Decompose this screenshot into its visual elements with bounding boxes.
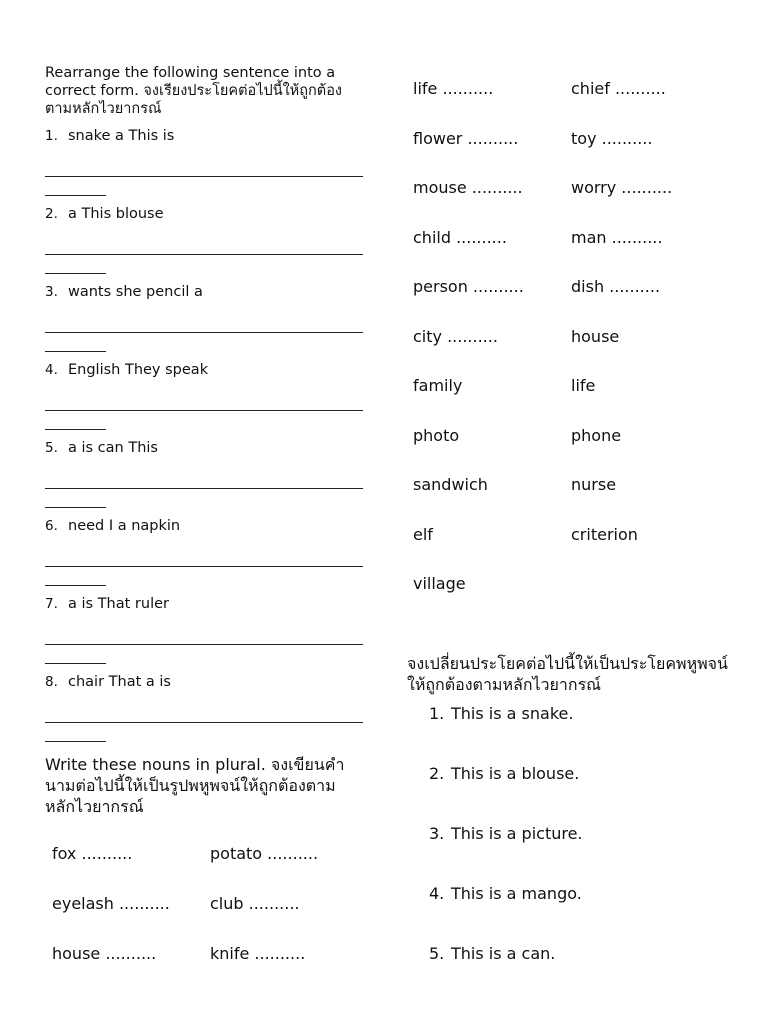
noun-item: chief .......... <box>571 79 666 98</box>
noun-item: life .......... <box>413 79 494 98</box>
rearrange-item <box>45 517 363 586</box>
answer-line[interactable] <box>45 229 363 255</box>
sentence-text: This is a mango. <box>451 883 582 903</box>
noun-item: club .......... <box>210 894 300 913</box>
rearrange-prompt <box>45 361 363 379</box>
rearrange-prompt <box>45 127 363 145</box>
rearrange-prompt <box>45 673 363 691</box>
item-number: 5. <box>45 440 58 456</box>
noun-item: house .......... <box>52 944 157 963</box>
left-column <box>45 64 363 993</box>
answer-line[interactable] <box>45 463 363 489</box>
answer-line-continuation[interactable] <box>45 507 106 508</box>
rearrange-list <box>45 127 363 742</box>
answer-line-continuation[interactable] <box>45 195 106 196</box>
noun-item: worry .......... <box>571 178 673 197</box>
scrambled-words: snake a This is <box>68 128 175 144</box>
rearrange-prompt <box>45 439 363 457</box>
noun-item: toy .......... <box>571 128 653 148</box>
noun-item: photo <box>413 425 460 445</box>
noun-item: man .......... <box>571 227 663 247</box>
rearrange-prompt <box>45 517 363 535</box>
noun-item: mouse .......... <box>413 178 523 197</box>
rearrange-prompt <box>45 283 363 301</box>
answer-line-continuation[interactable] <box>45 351 106 352</box>
item-number: 3. <box>45 284 58 300</box>
plural-instruction: Write these nouns in plural. จงเขียนคำนามต่อไปนี้ให้เป็นรูปพหูพจน์ให้ถูกต้องตามหลักไวยากรณ์ <box>45 755 345 816</box>
item-number: 2. <box>429 763 445 783</box>
answer-line-continuation[interactable] <box>45 429 106 430</box>
item-number: 7. <box>45 596 58 612</box>
answer-line[interactable] <box>45 619 363 645</box>
rearrange-item <box>45 283 363 352</box>
answer-line-continuation[interactable] <box>45 741 106 742</box>
answer-line-continuation[interactable] <box>45 273 106 274</box>
answer-line-continuation[interactable] <box>45 663 106 664</box>
item-number: 4. <box>45 362 58 378</box>
item-number: 4. <box>429 883 445 903</box>
answer-line[interactable] <box>45 151 363 177</box>
rearrange-prompt <box>45 595 363 613</box>
noun-item: elf <box>413 524 433 544</box>
sentence-item <box>429 883 737 943</box>
noun-item: potato .......... <box>210 844 319 863</box>
plural-word-grid <box>52 843 363 993</box>
answer-line[interactable] <box>45 307 363 333</box>
item-number: 2. <box>45 206 58 222</box>
scrambled-words: English They speak <box>68 362 209 378</box>
scrambled-words: a This blouse <box>68 206 164 222</box>
rearrange-item <box>45 673 363 742</box>
item-number: 6. <box>45 518 58 534</box>
noun-item: child .......... <box>413 227 507 247</box>
plural-sentence-instruction: จงเปลี่ยนประโยคต่อไปนี้ให้เป็นประโยคพหูพจน์ให้ถูกต้องตามหลักไวยากรณ์ <box>407 653 728 694</box>
scrambled-words: chair That a is <box>68 674 171 690</box>
plural-word-grid-continued <box>413 78 737 623</box>
scrambled-words: need I a napkin <box>68 518 181 534</box>
noun-item: phone <box>571 425 622 445</box>
sentence-item <box>429 823 737 883</box>
sentence-text: This is a snake. <box>451 703 574 723</box>
scrambled-words: a is can This <box>68 440 158 456</box>
plural-sentence-list <box>429 703 737 1003</box>
item-number: 8. <box>45 674 58 690</box>
sentence-text: This is a picture. <box>451 823 583 843</box>
answer-line[interactable] <box>45 697 363 723</box>
sentence-text: This is a can. <box>451 943 556 963</box>
noun-item: person .......... <box>413 277 524 296</box>
answer-line[interactable] <box>45 541 363 567</box>
noun-item: nurse <box>571 475 617 494</box>
answer-line-continuation[interactable] <box>45 585 106 586</box>
noun-item: city .......... <box>413 326 498 346</box>
scrambled-words: wants she pencil a <box>68 284 203 300</box>
item-number: 5. <box>429 943 445 963</box>
rearrange-item <box>45 361 363 430</box>
noun-item: eyelash .......... <box>52 894 170 913</box>
right-column <box>407 78 737 1003</box>
item-number: 3. <box>429 823 445 843</box>
rearrange-prompt <box>45 205 363 223</box>
noun-item: village <box>413 574 466 593</box>
noun-item: sandwich <box>413 475 488 494</box>
noun-item: dish .......... <box>571 277 661 296</box>
rearrange-instruction: Rearrange the following sentence into a correct form. จงเรียงประโยคต่อไปนี้ให้ถูกต้องตามหลักไวยากรณ์ <box>45 65 343 117</box>
noun-item: family <box>413 376 463 395</box>
rearrange-item <box>45 127 363 196</box>
rearrange-item <box>45 205 363 274</box>
noun-item: fox .......... <box>52 844 133 863</box>
sentence-text: This is a blouse. <box>451 763 580 783</box>
noun-item: house <box>571 326 620 346</box>
noun-item: knife .......... <box>210 944 306 963</box>
sentence-item <box>429 763 737 823</box>
item-number: 1. <box>45 128 58 144</box>
rearrange-item <box>45 439 363 508</box>
noun-item: flower .......... <box>413 128 519 148</box>
sentence-item <box>429 703 737 763</box>
item-number: 1. <box>429 703 445 723</box>
scrambled-words: a is That ruler <box>68 596 169 612</box>
noun-item: life <box>571 376 596 395</box>
answer-line[interactable] <box>45 385 363 411</box>
sentence-item <box>429 943 737 1003</box>
noun-item: criterion <box>571 524 638 544</box>
rearrange-item <box>45 595 363 664</box>
